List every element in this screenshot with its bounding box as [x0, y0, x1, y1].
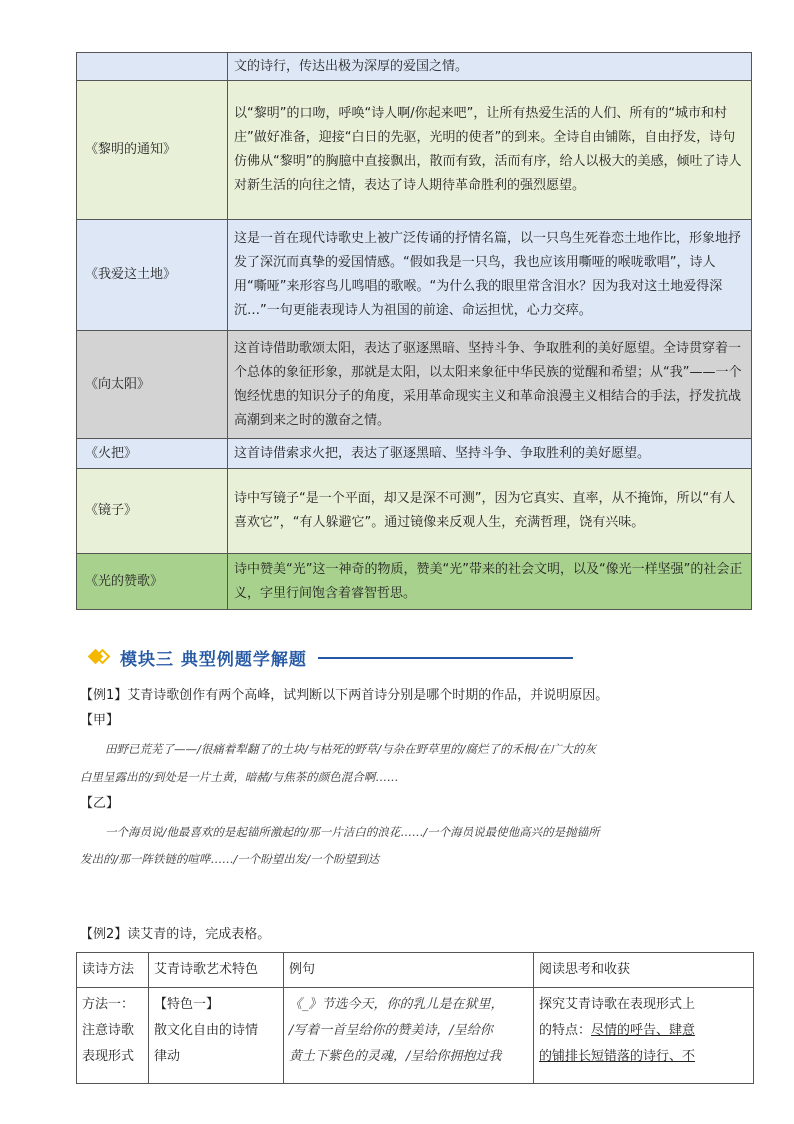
table-row — [77, 220, 752, 331]
feature-line: 律动 — [154, 1049, 181, 1064]
table-header-row — [77, 953, 754, 988]
example-cell — [284, 988, 534, 1084]
poem-title: 《我爱这土地》 — [77, 220, 228, 331]
poem-title: 《黎明的通知》 — [77, 81, 228, 220]
table-row — [77, 331, 752, 439]
heading-divider — [318, 657, 573, 659]
feature-cell — [149, 988, 284, 1084]
yi-label: 【乙】 — [80, 796, 120, 811]
method-line: 表现形式 — [82, 1049, 135, 1064]
reflection-cell — [534, 988, 754, 1084]
poem-title: 《镜子》 — [77, 469, 228, 554]
poem-description: 这首诗借索求火把，表达了驱逐黑暗、坚持斗争、争取胜利的美好愿望。 — [228, 439, 752, 469]
table-row — [77, 988, 754, 1084]
poem-title — [77, 53, 228, 81]
reflection-answer: 的铺排长短错落的诗行、不 — [539, 1049, 696, 1064]
poem-title: 《光的赞歌》 — [77, 554, 228, 610]
example-line: 黄土下紫色的灵魂，/呈给你拥抱过我 — [289, 1049, 502, 1064]
jia-poem-line: 田野已荒芜了——/很痛着犁翻了的土块/与枯死的野草/与杂在野草里的/腐烂了的禾根/在广大的灰 — [105, 742, 596, 756]
reflection-answer: 尽情的呼告、肆意 — [591, 1023, 696, 1038]
table-row — [77, 469, 752, 554]
poem-description: 以“黎明”的口吻，呼唤“诗人啊/你起来吧”，让所有热爱生活的人们、所有的“城市和村庄”做好准备，迎接“白日的先驱，光明的使者”的到来。全诗自由铺陈，自由抒发，诗句仿佛从“黎明”的胸臆中直接飘出，散而有致，活而有序，给人以极大的美感，倾吐了诗人对新生活的向往之情，表达了诗人期待革命胜利的强烈愿望。 — [228, 81, 752, 220]
poem-description: 诗中赞美“光”这一神奇的物质，赞美“光”带来的社会文明，以及“像光一样坚强”的社会正义，字里行间饱含着睿智哲思。 — [228, 554, 752, 610]
example-line: /写着一首呈给你的赞美诗，/呈给你 — [289, 1023, 493, 1038]
module-title: 模块三 典型例题学解题 — [120, 649, 307, 670]
example1-question: 【例1】艾青诗歌创作有两个高峰，试判断以下两首诗分别是哪个时期的作品，并说明原因。 — [80, 688, 609, 703]
reading-table — [76, 952, 754, 1084]
jia-label: 【甲】 — [80, 713, 120, 728]
table-row — [77, 53, 752, 81]
example-line: 《_》节选今天，你的乳儿是在狱里， — [289, 997, 504, 1012]
table-row — [77, 81, 752, 220]
column-header: 阅读思考和收获 — [534, 953, 754, 988]
poem-title: 《火把》 — [77, 439, 228, 469]
table-row — [77, 554, 752, 610]
yi-poem-line: 发出的/那一阵铁链的喧哗……/一个盼望出发/一个盼望到达 — [80, 852, 380, 866]
method-line: 注意诗歌 — [82, 1023, 135, 1038]
column-header: 艾青诗歌艺术特色 — [149, 953, 284, 988]
module-heading — [88, 646, 307, 668]
diamond-icon — [88, 646, 110, 668]
feature-line: 【特色一】 — [154, 997, 220, 1012]
reflection-line: 探究艾青诗歌在表现形式上 — [539, 997, 696, 1012]
method-line: 方法一： — [82, 997, 135, 1012]
poem-description: 诗中写镜子“是一个平面，却又是深不可测”，因为它真实、直率，从不掩饰，所以“有人喜欢它”，“有人躲避它”。通过镜像来反观人生，充满哲理，饶有兴味。 — [228, 469, 752, 554]
poem-description: 这首诗借助歌颂太阳，表达了驱逐黑暗、坚持斗争、争取胜利的美好愿望。全诗贯穿着一个总体的象征形象，那就是太阳，以太阳来象征中华民族的觉醒和希望；从“我”——一个饱经忧患的知识分子的角度，采用革命现实主义和革命浪漫主义相结合的手法，抒发抗战高潮到来之时的激奋之情。 — [228, 331, 752, 439]
column-header: 例句 — [284, 953, 534, 988]
column-header: 读诗方法 — [77, 953, 149, 988]
reflection-line: 的特点：尽情的呼告、肆意 — [539, 1023, 696, 1038]
poem-title: 《向太阳》 — [77, 331, 228, 439]
feature-line: 散文化自由的诗情 — [154, 1023, 259, 1038]
yi-poem-line: 一个海员说/他最喜欢的是起锚所激起的/那一片洁白的浪花……/一个海员说最使他高兴的是抛锚所 — [105, 825, 600, 839]
method-cell — [77, 988, 149, 1084]
jia-poem-line: 白里呈露出的/到处是一片土黄，暗赭/与焦茶的颜色混合啊…… — [80, 770, 399, 784]
poem-description: 文的诗行，传达出极为深厚的爱国之情。 — [228, 53, 752, 81]
poem-description: 这是一首在现代诗歌史上被广泛传诵的抒情名篇，以一只鸟生死眷恋土地作比，形象地抒发了深沉而真挚的爱国情感。“假如我是一只鸟，我也应该用嘶哑的喉咙歌唱”，诗人用“嘶哑”来形容鸟儿鸣唱的歌喉。“为什么我的眼里常含泪水？因为我对这土地爱得深沉…”一句更能表现诗人为祖国的前途、命运担忧，心力交瘁。 — [228, 220, 752, 331]
example2-question: 【例2】读艾青的诗，完成表格。 — [80, 927, 271, 942]
poem-table — [76, 52, 752, 610]
table-row — [77, 439, 752, 469]
